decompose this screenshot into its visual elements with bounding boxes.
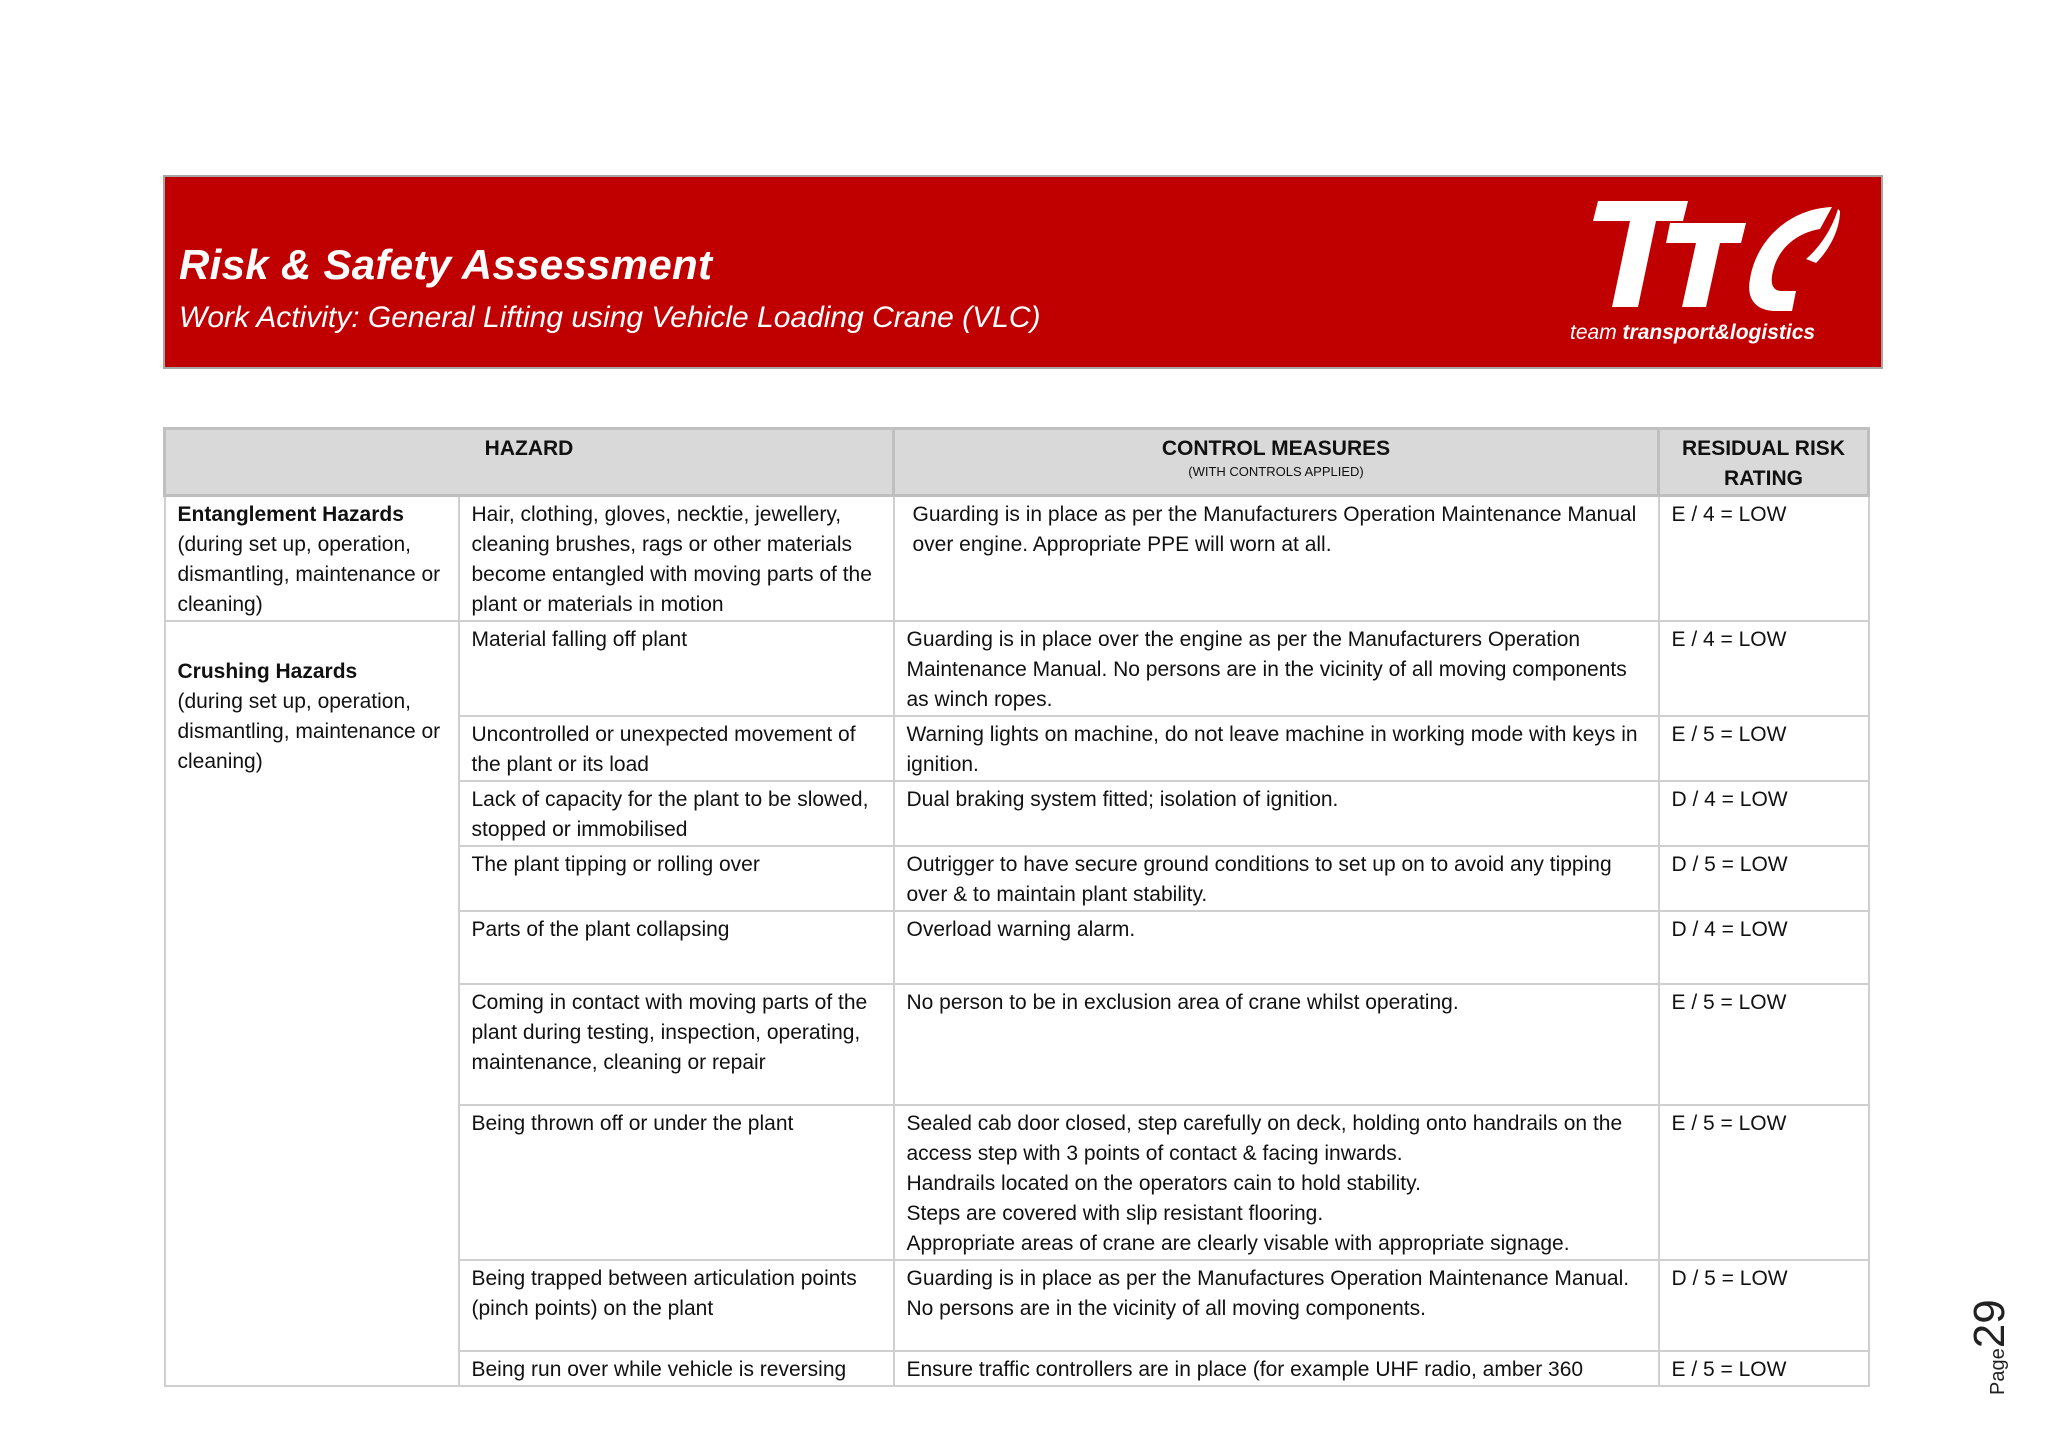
column-header-residual-risk: RESIDUAL RISK RATING (1659, 429, 1869, 496)
control-cell (894, 1260, 1659, 1351)
table-row (165, 621, 1869, 716)
category-description: (during set up, operation, dismantling, maintenance or cleaning) (177, 690, 441, 773)
risk-assessment-table (163, 427, 1870, 1387)
control-measures-label: CONTROL MEASURES (1161, 437, 1391, 460)
rating-cell: D / 4 = LOW (1659, 911, 1869, 984)
control-line: Sealed cab door closed, step carefully on deck, holding onto handrails on the access step with 3 points of contact & facing inwards. (906, 1112, 1623, 1165)
logo-text-light: team (1570, 321, 1623, 344)
hazard-cell: Being trapped between articulation points (pinch points) on the plant (459, 1260, 894, 1351)
hazard-cell: Being thrown off or under the plant (459, 1105, 894, 1260)
control-line: Guarding is in place as per the Manufactures Operation Maintenance Manual. (906, 1267, 1630, 1290)
table-row (165, 496, 1869, 622)
logo-text-bold: transport&logistics (1622, 321, 1816, 344)
page-number (1950, 1260, 2014, 1395)
rating-cell: E / 4 = LOW (1659, 496, 1869, 622)
hazard-cell: Lack of capacity for the plant to be slowed, stopped or immobilised (459, 781, 894, 846)
hazard-cell: The plant tipping or rolling over (459, 846, 894, 911)
control-line: Appropriate areas of crane are clearly visable with appropriate signage. (906, 1232, 1570, 1255)
control-line: Steps are covered with slip resistant flooring. (906, 1202, 1324, 1225)
control-line: No persons are in the vicinity of all moving components. (906, 1297, 1426, 1320)
category-description: (during set up, operation, dismantling, maintenance or cleaning) (177, 533, 441, 616)
control-cell: Guarding is in place as per the Manufacturers Operation Maintenance Manual over engine. Appropriate PPE will worn at all. (894, 496, 1659, 622)
control-cell: Overload warning alarm. (894, 911, 1659, 984)
column-header-hazard: HAZARD (165, 429, 894, 496)
control-cell: Ensure traffic controllers are in place (for example UHF radio, amber 360 (894, 1351, 1659, 1386)
hazard-cell: Uncontrolled or unexpected movement of the plant or its load (459, 716, 894, 781)
control-cell: Guarding is in place over the engine as per the Manufacturers Operation Maintenance Manual. No persons are in the vicinity of all moving components as winch ropes. (894, 621, 1659, 716)
hazard-cell: Being run over while vehicle is reversing (459, 1351, 894, 1386)
hazard-category-crushing (165, 621, 459, 1386)
control-cell: Dual braking system fitted; isolation of ignition. (894, 781, 1659, 846)
column-header-control-measures (894, 429, 1659, 496)
document-title: Risk & Safety Assessment (179, 241, 713, 288)
rating-cell: D / 5 = LOW (1659, 1260, 1869, 1351)
control-cell: Outrigger to have secure ground conditions to set up on to avoid any tipping over & to maintain plant stability. (894, 846, 1659, 911)
control-line: Handrails located on the operators cain to hold stability. (906, 1172, 1421, 1195)
control-cell: No person to be in exclusion area of crane whilst operating. (894, 984, 1659, 1105)
hazard-cell: Material falling off plant (459, 621, 894, 716)
header-banner (163, 175, 1883, 369)
rating-cell: E / 5 = LOW (1659, 984, 1869, 1105)
hazard-cell: Hair, clothing, gloves, necktie, jewellery, cleaning brushes, rags or other materials become entangled with moving parts of the plant or materials in motion (459, 496, 894, 622)
category-title: Crushing Hazards (177, 660, 358, 683)
category-title: Entanglement Hazards (177, 503, 404, 526)
table-header-row (165, 429, 1869, 496)
control-cell: Warning lights on machine, do not leave machine in working mode with keys in ignition. (894, 716, 1659, 781)
rating-cell: E / 5 = LOW (1659, 1351, 1869, 1386)
rating-cell: E / 5 = LOW (1659, 716, 1869, 781)
page-label: Page (1987, 1348, 2009, 1395)
logo-tagline (1570, 321, 1850, 345)
page-number-value: 29 (1965, 1299, 2014, 1349)
rating-cell: E / 5 = LOW (1659, 1105, 1869, 1260)
hazard-cell: Parts of the plant collapsing (459, 911, 894, 984)
control-measures-sublabel: (WITH CONTROLS APPLIED) (1188, 464, 1364, 479)
document-subtitle: Work Activity: General Lifting using Vehicle Loading Crane (VLC) (179, 301, 1041, 334)
rating-cell: D / 5 = LOW (1659, 846, 1869, 911)
company-logo (1570, 199, 1850, 349)
control-cell (894, 1105, 1659, 1260)
rating-cell: E / 4 = LOW (1659, 621, 1869, 716)
ttc-logo-icon (1570, 199, 1850, 319)
hazard-category-entanglement (165, 496, 459, 622)
hazard-cell: Coming in contact with moving parts of the plant during testing, inspection, operating, maintenance, cleaning or repair (459, 984, 894, 1105)
rating-cell: D / 4 = LOW (1659, 781, 1869, 846)
